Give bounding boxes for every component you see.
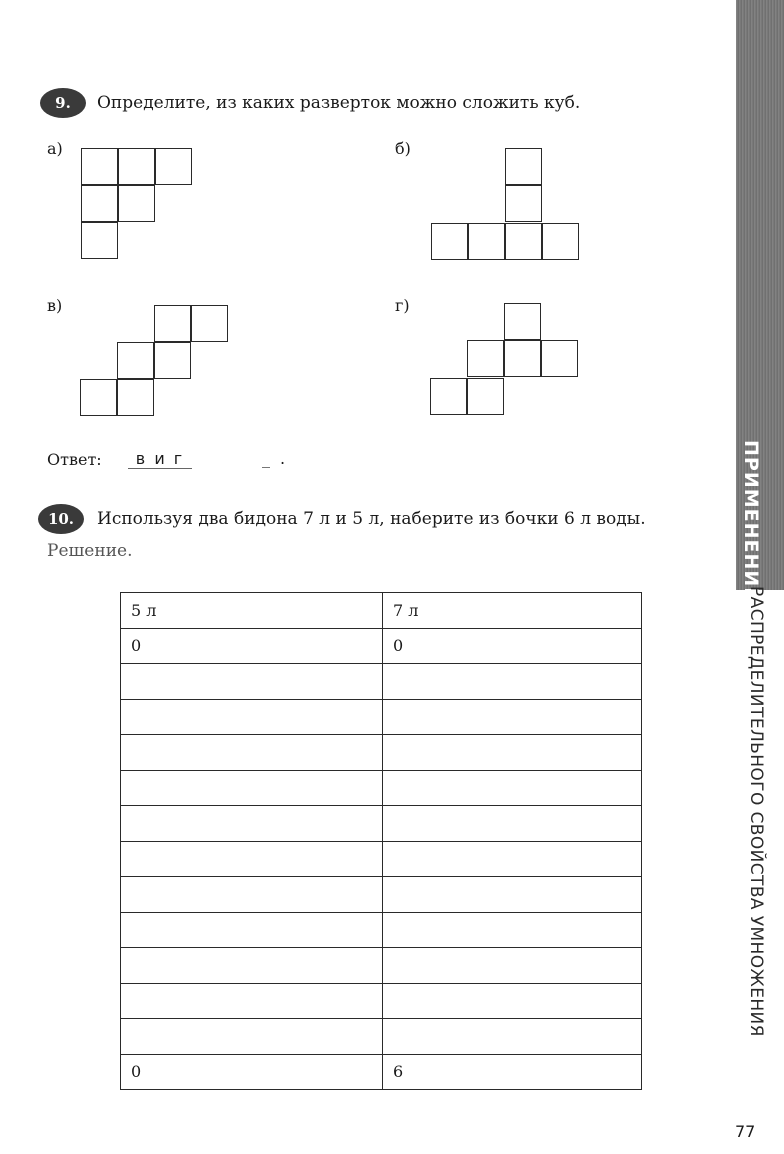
net-cell: [81, 185, 118, 222]
net-cell: [505, 185, 542, 222]
option-a-label: а): [47, 139, 63, 158]
net-cell: [155, 148, 192, 185]
net-cell: [81, 148, 118, 185]
net-cell: [467, 378, 504, 415]
net-cell: [154, 342, 191, 379]
task-9-number-badge: 9.: [40, 88, 86, 118]
net-cell: [81, 222, 118, 259]
cell-5l: [121, 806, 383, 842]
table-row: [121, 912, 642, 948]
table-row: [121, 806, 642, 842]
task-9-text: Определите, из каких разверток можно сложить куб.: [97, 93, 581, 113]
table-row: [121, 1054, 642, 1090]
net-cell: [430, 378, 467, 415]
answer-end: _.: [262, 449, 296, 468]
net-cell: [118, 185, 155, 222]
cell-7l: [383, 770, 642, 806]
header-7l: 7 л: [383, 593, 642, 629]
cell-5l: [121, 735, 383, 771]
net-cell: [541, 340, 578, 377]
cell-5l: [121, 877, 383, 913]
net-cell: [542, 223, 579, 260]
cell-7l: 0: [383, 628, 642, 664]
cell-7l: [383, 983, 642, 1019]
cell-5l: [121, 770, 383, 806]
cell-7l: 6: [383, 1054, 642, 1090]
table-row: [121, 877, 642, 913]
cell-5l: [121, 912, 383, 948]
chapter-title-bold: ПРИМЕНЕНИЕ: [740, 440, 762, 602]
cell-7l: [383, 699, 642, 735]
table-row: [121, 948, 642, 984]
cell-7l: [383, 877, 642, 913]
table-row: [121, 735, 642, 771]
cell-7l: [383, 1019, 642, 1055]
net-cell: [117, 379, 154, 416]
cell-5l: [121, 841, 383, 877]
table-header-row: [121, 593, 642, 629]
solution-table: [120, 592, 642, 1090]
cell-5l: [121, 983, 383, 1019]
net-cell: [431, 223, 468, 260]
answer-label: Ответ:: [47, 450, 102, 469]
table-row: [121, 628, 642, 664]
table-row: [121, 1019, 642, 1055]
task-10-number-badge: 10.: [38, 504, 84, 534]
cell-5l: [121, 699, 383, 735]
cell-5l: [121, 948, 383, 984]
cell-7l: [383, 948, 642, 984]
page-number: 77: [735, 1122, 756, 1141]
chapter-title-rest: РАСПРЕДЕЛИТЕЛЬНОГО СВОЙСТВА УМНОЖЕНИЯ: [746, 586, 766, 1037]
option-g-label: г): [395, 296, 410, 315]
net-cell: [191, 305, 228, 342]
net-cell: [118, 148, 155, 185]
table-row: [121, 770, 642, 806]
cell-5l: 0: [121, 628, 383, 664]
solution-label: Решение.: [47, 541, 133, 561]
header-5l: 5 л: [121, 593, 383, 629]
net-cell: [80, 379, 117, 416]
option-v-label: в): [47, 296, 63, 315]
task-10-text: Используя два бидона 7 л и 5 л, наберите из бочки 6 л воды.: [97, 509, 646, 529]
net-cell: [505, 148, 542, 185]
option-b-label: б): [395, 139, 411, 158]
answer-value: в и г: [128, 449, 192, 469]
cell-5l: [121, 1019, 383, 1055]
net-cell: [504, 340, 541, 377]
table-row: [121, 664, 642, 700]
net-cell: [505, 223, 542, 260]
table-row: [121, 983, 642, 1019]
cell-5l: [121, 664, 383, 700]
net-cell: [154, 305, 191, 342]
net-cell: [467, 340, 504, 377]
cell-7l: [383, 735, 642, 771]
cell-7l: [383, 806, 642, 842]
cell-7l: [383, 841, 642, 877]
cell-5l: 0: [121, 1054, 383, 1090]
table-row: [121, 841, 642, 877]
cell-7l: [383, 912, 642, 948]
net-cell: [468, 223, 505, 260]
table-row: [121, 699, 642, 735]
net-cell: [117, 342, 154, 379]
cell-7l: [383, 664, 642, 700]
net-cell: [504, 303, 541, 340]
